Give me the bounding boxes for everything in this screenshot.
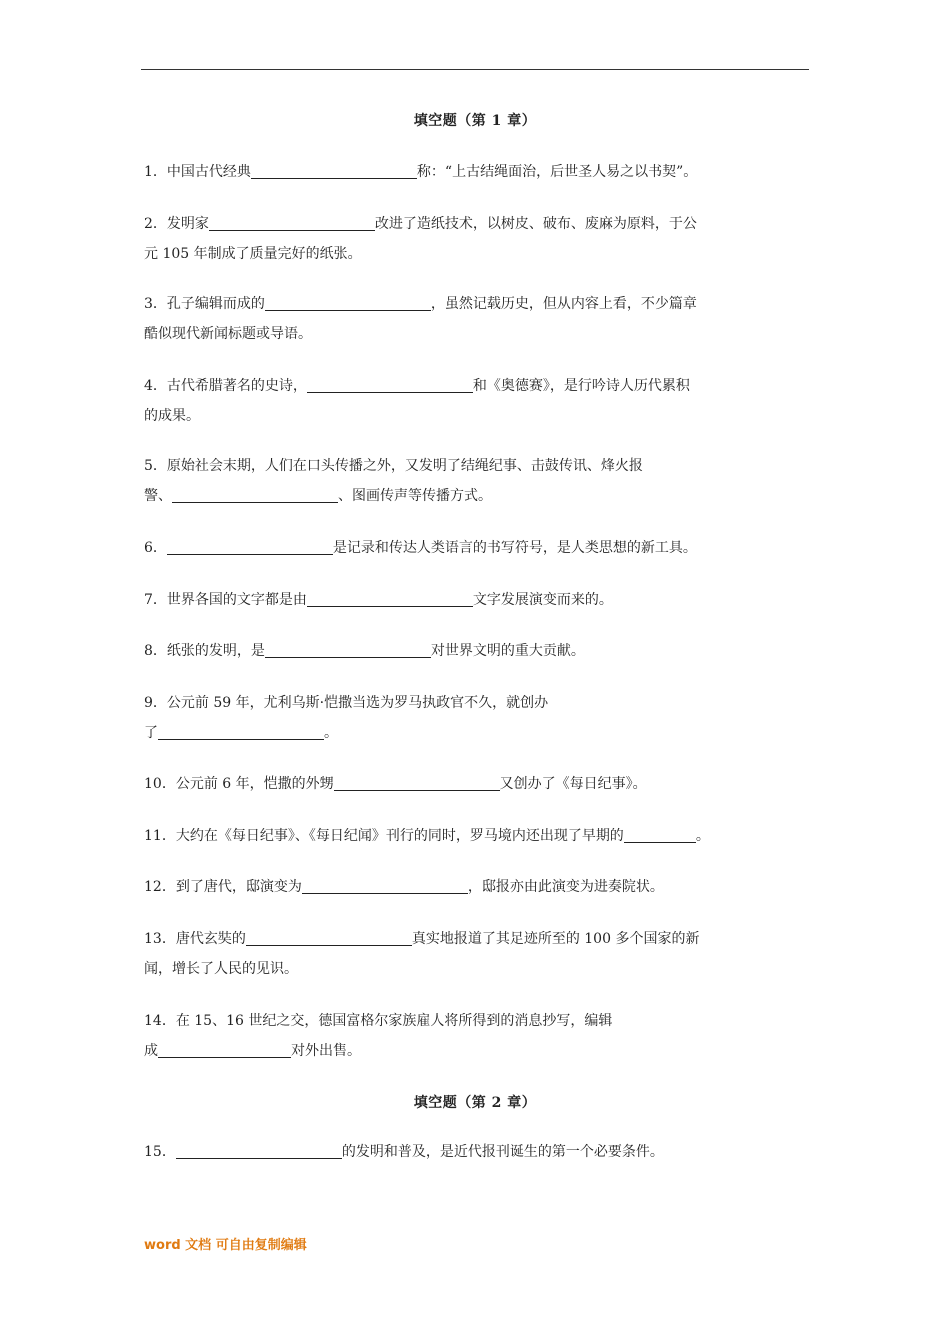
question-13: 13．唐代玄奘的 真实地报道了其足迹所至的 100 多个国家的新 闻，增长了人民的见识。 (144, 924, 764, 984)
section-heading-ch2: 填空题（第 2 章） (413, 1095, 537, 1111)
question-9: 9．公元前 59 年，尤利乌斯·恺撒当选为罗马执政官不久，就创办 了 。 (144, 695, 549, 741)
answer-blank[interactable] (265, 292, 431, 311)
answer-blank[interactable] (265, 639, 431, 658)
footer-watermark: word 文档 可自由复制编辑 (144, 1238, 307, 1253)
question-3: 3．孔子编辑而成的 ，虽然记载历史，但从内容上看，不少篇章 酷似现代新闻标题或导语。 (144, 289, 764, 349)
answer-blank[interactable] (307, 374, 473, 393)
answer-blank[interactable] (251, 160, 417, 179)
question-5: 5．原始社会末期，人们在口头传播之外，又发明了结绳纪事、击鼓传讯、烽火报 警、 、图画传声等传播方式。 (144, 458, 643, 504)
answer-blank[interactable] (334, 772, 500, 791)
question-15: 15． 的发明和普及，是近代报刊诞生的第一个必要条件。 (144, 1137, 764, 1167)
answer-blank[interactable] (624, 824, 696, 843)
header-rule (141, 69, 809, 70)
question-12: 12．到了唐代，邸演变为 ，邸报亦由此演变为进奏院状。 (144, 872, 764, 902)
answer-blank[interactable] (158, 721, 324, 740)
question-4: 4．古代希腊著名的史诗， 和《奥德赛》，是行吟诗人历代累积 的成果。 (144, 371, 764, 431)
question-11: 11．大约在《每日纪事》、《每日纪闻》刊行的同时，罗马境内还出现了早期的 。 (144, 821, 764, 851)
question-14: 14．在 15、16 世纪之交，德国富格尔家族雇人将所得到的消息抄写，编辑 成 对外出售。 (144, 1013, 613, 1059)
section-heading-ch1: 填空题（第 1 章） (413, 113, 537, 129)
question-10: 10．公元前 6 年，恺撒的外甥 又创办了《每日纪事》。 (144, 769, 764, 799)
question-8: 8．纸张的发明，是 对世界文明的重大贡献。 (144, 636, 764, 666)
answer-blank[interactable] (172, 484, 338, 503)
question-7: 7．世界各国的文字都是由 文字发展演变而来的。 (144, 585, 764, 615)
question-2: 2．发明家 改进了造纸技术，以树皮、破布、废麻为原料，于公 元 105 年制成了质量完好的纸张。 (144, 209, 764, 269)
answer-blank[interactable] (302, 875, 468, 894)
answer-blank[interactable] (209, 212, 375, 231)
question-6: 6． 是记录和传达人类语言的书写符号，是人类思想的新工具。 (144, 533, 764, 563)
answer-blank[interactable] (158, 1039, 291, 1058)
answer-blank[interactable] (307, 588, 473, 607)
answer-blank[interactable] (167, 536, 333, 555)
question-1: 1．中国古代经典 称：“上古结绳面治，后世圣人易之以书契”。 (144, 157, 764, 187)
answer-blank[interactable] (246, 927, 412, 946)
answer-blank[interactable] (176, 1140, 342, 1159)
